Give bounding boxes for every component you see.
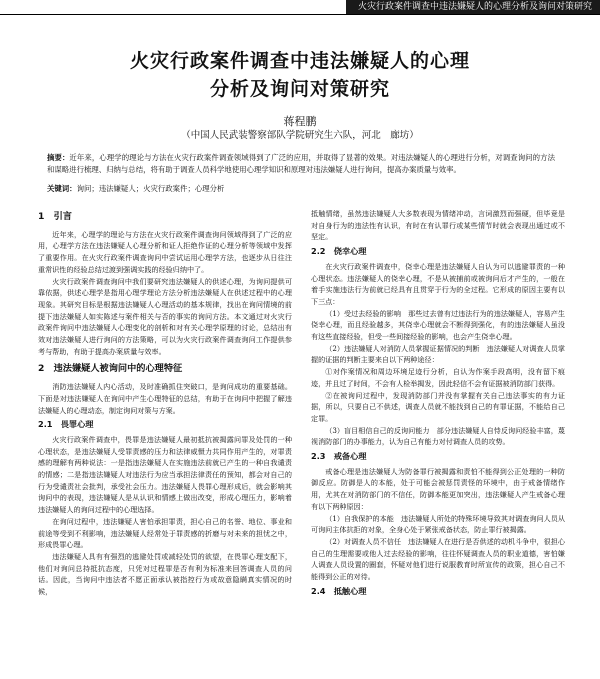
paragraph: 近年来，心理学的理论与方法在火灾行政案件调查询问领域得到了广泛的应用，心理学方法在违法嫌疑人心理分析和证人拒绝作证的心理分析等领域中发挥了重要作用。在火灾行政案件调查询问中尝试运用心理学方法，也逐步从日往注重常识性的经验总结过渡到强调实践的经验归纳中了。 — [38, 229, 292, 274]
paragraph: （2）对调查人员不信任 违法嫌疑人在进行是否供述的动机斗争中，很担心自己的生理需要或他人过去经验的影响，往往怀疑调查人员的职业道德，害怕嫌人调查人员设置的圈套，怀疑对他们进行说服教育时所宣传的政策，担心自己不能得到公正的对待。 — [311, 536, 565, 582]
keywords-label: 关键词： — [47, 184, 77, 193]
paragraph: ①对作案情况和周边环境足迹行分析，自认为作案手段高明，没有留下痕迹，并且过了时间，不会有人检举揭发，因此轻信不会有证据被消防部门获得。 — [311, 367, 565, 388]
section-2-heading: 2 违法嫌疑人被询问中的心理特征 — [38, 363, 183, 375]
keywords — [47, 183, 555, 194]
paragraph: 火灾行政案件调查中，畏罪是违法嫌疑人最初抵抗被揭露问罪及处罚的一种心理状态，是违法嫌疑人受罪责感的压力和法律威慑力共同作用产生的，对罪责感的理解有两种说法：一是指违法嫌疑人在实施违法前就已产生的一种自我谴责的情感；二是指违法嫌疑人对违法行为应当承担法律责任的预知，都会对自己的行为受谴责社会批判，承受社会压力。违法嫌疑人畏罪心理形成后，就会影响其询问中的表现，违法嫌疑人是从认识和情感上做出改变，形成心理压力，影响着违法嫌疑人的询问过程中的心理选择。 — [38, 434, 292, 515]
paragraph: 违法嫌疑人具有有强烈的逃避处罚或减轻处罚的欲望，在畏罪心理支配下，他们对询问总持抵抗态度，只凭对过程罪是否有利为标准来回答调查人员的问话。因此，当询问中违法者不愿正面承认被指控行为或故意隐瞒真实情况的时候， — [38, 551, 292, 597]
paragraph: （1）受过去经验的影响 那些过去曾有过违法行为的违法嫌疑人，容易产生侥幸心理，而且经验越多，其侥幸心理就会不断得到强化，有的违法嫌疑人虽没有这些直接经验，但受一些间接经验的影响，也会产生侥幸心理。 — [311, 308, 565, 342]
abstract — [47, 152, 555, 175]
subsection-2-1-heading: 2.1 畏罪心理 — [38, 419, 94, 430]
subsection-2-4-heading: 2.4 抵触心理 — [311, 585, 367, 596]
author-affiliation: （中国人民武装警察部队学院研究生六队，河北 廊坊） — [181, 130, 419, 141]
running-header-bar — [0, 0, 600, 15]
paragraph: 戒备心理是违法嫌疑人为防备罪行被揭露和责怕不能得到公正处理的一种防御反应。防御是人的本能，处于可能会被惩罚责怪的环境中，由于戒备情绪作用，尤其在对消防部门的不信任，防御本能更加突出，违法嫌疑人产生戒备心理有以下两种原因： — [311, 466, 565, 511]
section-1-heading: 1 引言 — [38, 211, 72, 222]
paragraph: （3）盲目相信自己的反询问能力 部分违法嫌疑人自恃反询问经验丰富，蔑视消防部门的办事能力，认为自己有能力对付调查人员的攻势。 — [311, 425, 565, 447]
paper-title-line-2: 分析及询问对策研究 — [209, 78, 390, 100]
paragraph: （1）自我保护的本能 违法嫌疑人所处的特殊环境导致其对调查询问人员从可询问主体抗拒的对象，全身心处于紧张戒备状态，防止罪行被揭露。 — [311, 513, 565, 535]
author-name: 蒋程鹏 — [283, 115, 317, 128]
abstract-label: 摘要： — [47, 153, 70, 162]
running-header: 火灾行政案件调查中违法嫌疑人的心理分析及询问对策研究 — [346, 0, 600, 14]
paragraph: ②在被询问过程中，发现消防部门并没有掌握有关自己违法事实的有力证据，所以，只要自己不供述，调查人员就不能找到自己的有罪证据，不能给自己定罪。 — [311, 390, 565, 423]
paragraph: 消防违法嫌疑人内心活动，及时准确抓住突破口，是询问成功的重要基础。下面是对违法嫌疑人在询问中产生心理特征的总结，有助于在询问中把握了解违法嫌疑人的心理动态，制定询问对策与方案。 — [38, 382, 292, 415]
right-column — [311, 208, 565, 674]
paragraph: 在火灾行政案件调查中，侥幸心理是违法嫌疑人自认为可以逃避罪责的一种心理状态。违法嫌疑人的侥幸心理，不是从被捕前或被询问后才产生的，一般在着手实施违法行为前就已经具有且贯穿于行为的全过程。它形成的原因主要有以下三点： — [311, 261, 565, 306]
left-column — [38, 208, 292, 674]
paragraph: （2）违法嫌疑人对消防人员掌握证据情况的判断 违法嫌疑人对调查人员掌握的证据的判断主要来自以下两种途径： — [311, 343, 565, 365]
subsection-2-2-heading: 2.2 侥幸心理 — [311, 246, 367, 257]
subsection-2-3-heading: 2.3 戒备心理 — [311, 451, 367, 462]
paragraph: 在询问过程中，违法嫌疑人害怕承担罪责，担心自己的名誉、地位、事业和前途等受到不利影响，违法嫌疑人经常处于罪责感的折磨与对未来的担忧之中，形成畏罪心理。 — [38, 516, 292, 550]
abstract-text: 近年来，心理学的理论与方法在火灾行政案件调查领域得到了广泛的应用，并取得了显著的效果。对违法嫌疑人的心理进行分析，对调查询问的方法和谋略进行梳理、归纳与总结，将有助于调查人员科学地使用心理学知识和原理对违法嫌疑人进行询问，提高办案质量与效率。 — [47, 153, 555, 174]
paper-title-line-1: 火灾行政案件调查中违法嫌疑人的心理 — [129, 50, 470, 72]
keywords-text: 询问；违法嫌疑人；火灾行政案件；心理分析 — [76, 184, 225, 193]
paragraph: 火灾行政案件调查询问中我们要研究违法嫌疑人的供述心理，为询问提供可靠依据，供述心理学是指用心理学理论方法分析违法嫌疑人在供述过程中的心理现象。其研究目标是根据违法嫌疑人心理活动的基本规律，找出在询问情境的前提下违法嫌疑人如实陈述与案件相关与否的事实的询问方法。本文通过对火灾行政案件询问中违法嫌疑人心理变化的剖析和对有关心理学原理的讨论，总结出有效对违法嫌疑人进行询问的方法策略，可以为火灾行政案件调查询问工作提供参考与帮助，有助于提高办案质量与效率。 — [38, 276, 292, 356]
paragraph: 抵触情绪，虽然违法嫌疑人大多数表现为情绪冲动，言词激烈而强硬，但毕竟是对自身行为的违法性有认识，有时在有认罪行或某些情节时就会表现出通过或不坚定。 — [311, 209, 565, 242]
